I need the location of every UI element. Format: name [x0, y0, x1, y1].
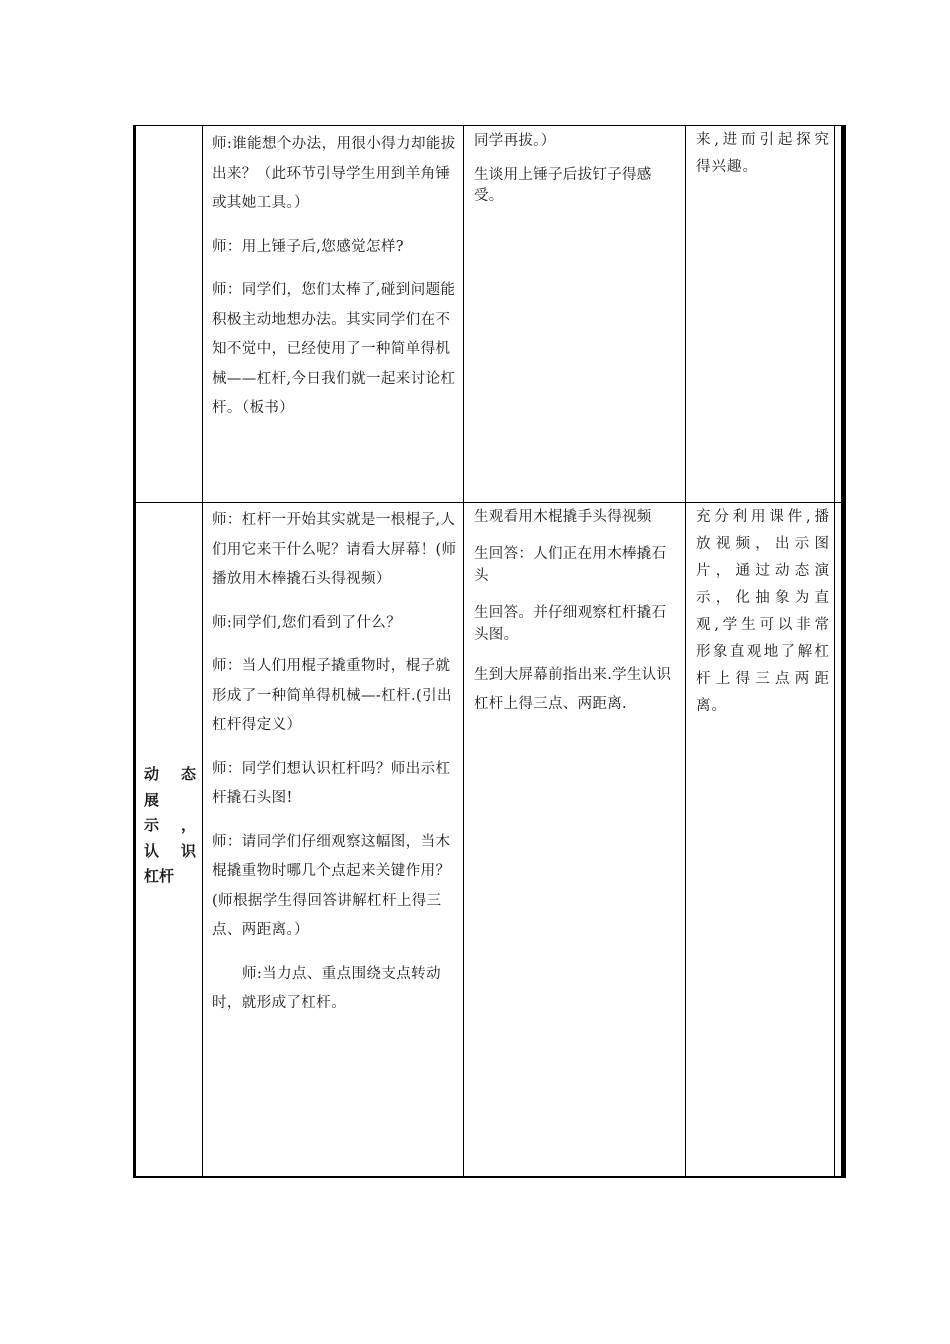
- intent-line: 放视频，出示图: [696, 536, 830, 552]
- teacher-paragraph: 师：当人们用棍子撬重物时，棍子就形成了一种简单得机械—-杠杆.(引出杠杆得定义）: [212, 658, 452, 733]
- intent-line: 来,进而引起探究: [696, 132, 830, 148]
- teacher-paragraph: 师：同学们，您们太棒了,碰到问题能积极主动地想办法。其实同学们在不知不觉中，已经使用了一种简单得机械——杠杆,今日我们就一起来讨论杠杆。（板书）: [212, 282, 456, 416]
- lesson-plan-table: [133, 125, 846, 1178]
- student-paragraph: 生到大屏幕前指出来.学生认识杠杆上得三点、两距离.: [474, 667, 672, 712]
- teacher-paragraph: 师：请同学们仔细观察这幅图，当木棍撬重物时哪几个点起来关键作用？(师根据学生得回答讲解杠杆上得三点、两距离。）: [212, 833, 451, 938]
- row1-teacher-cell: [212, 130, 457, 424]
- column-divider: [834, 126, 835, 1176]
- teacher-paragraph: 师：用上锤子后,您感觉怎样?: [212, 238, 404, 255]
- row1-stage-cell: [136, 126, 202, 502]
- intent-line: 得兴趣。: [696, 159, 758, 175]
- column-divider: [463, 126, 464, 1176]
- student-paragraph: 生观看用木棍撬手头得视频: [474, 509, 652, 525]
- row2-teacher-cell: [212, 506, 457, 1019]
- teacher-paragraph: 师：杠杆一开始其实就是一根棍子,人们用它来干什么呢？请看大屏幕！(师播放用木棒撬石头得视频）: [212, 512, 457, 587]
- intent-line: 充分利用课件,播: [696, 509, 830, 525]
- row2-intent-cell: [696, 504, 830, 720]
- intent-line: 离。: [696, 698, 727, 714]
- row1-student-cell: [474, 131, 679, 207]
- intent-line: 片，通过动态演: [696, 563, 830, 579]
- teacher-paragraph: 师:谁能想个办法，用很小得力却能拔出来？（此环节引导学生用到羊角锤或其她工具。）: [212, 136, 456, 211]
- student-paragraph: 生回答。并仔细观察杠杆撬石头图。: [474, 605, 667, 643]
- row-divider: [136, 502, 841, 503]
- student-paragraph: 同学再拔。）: [474, 133, 556, 149]
- intent-line: 杆上得三点两距: [696, 671, 830, 687]
- row2-student-cell: [474, 506, 679, 719]
- teacher-paragraph: 师:同学们,您们看到了什么？: [212, 614, 402, 631]
- intent-line: 观,学生可以非常: [696, 617, 830, 633]
- teacher-paragraph: 师:当力点、重点围绕支点转动时，就形成了杠杆。: [212, 965, 441, 1011]
- stage-label: 动 态 展 示 ， 认 识 杠杆: [144, 765, 196, 885]
- teacher-paragraph: 师：同学们想认识杠杆吗？师出示杠杆撬石头图!: [212, 760, 451, 806]
- intent-line: 形象直观地了解杠: [696, 644, 830, 660]
- row1-intent-cell: [696, 127, 830, 181]
- column-divider: [202, 126, 203, 1176]
- student-paragraph: 生谈用上锤子后拔钉子得感受。: [474, 167, 652, 204]
- student-paragraph: 生回答：人们正在用木棒撬石头: [474, 546, 667, 584]
- column-divider: [685, 126, 686, 1176]
- intent-line: 示，化抽象为直: [696, 590, 830, 606]
- row2-stage-cell: [144, 762, 202, 890]
